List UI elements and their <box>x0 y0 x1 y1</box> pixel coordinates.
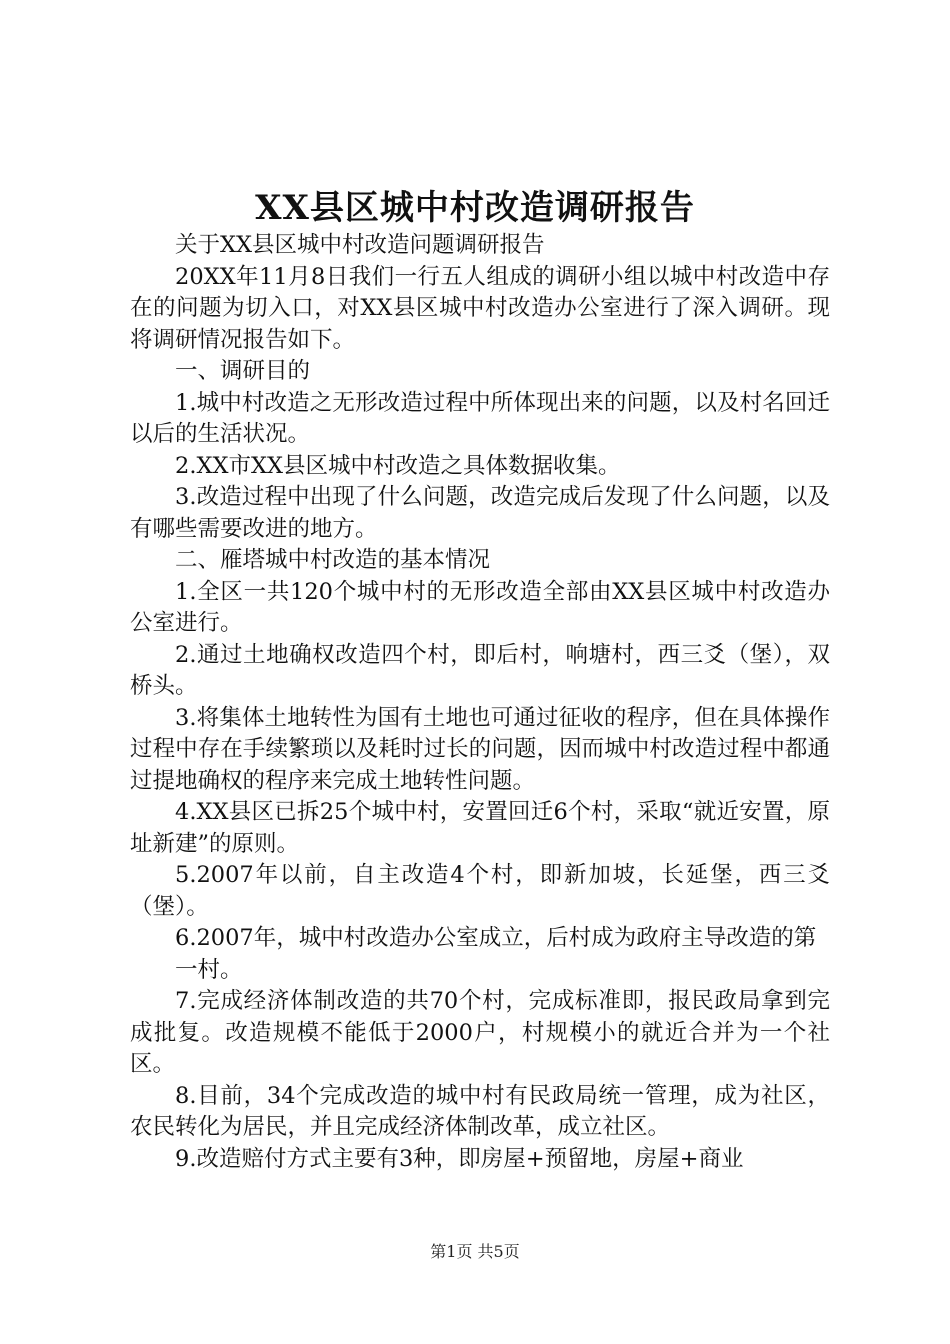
paragraph: 6.2007年，城中村改造办公室成立，后村成为政府主导改造的第 <box>175 925 817 951</box>
paragraph: 一村。 <box>175 956 243 983</box>
section-heading: 二、雁塔城中村改造的基本情况 <box>175 547 491 573</box>
paragraph: 9.改造赔付方式主要有3种，即房屋+预留地，房屋+商业 <box>175 1145 744 1172</box>
paragraph: 3.将集体土地转性为国有土地也可通过征收的程序，但在具体操作过程中存在手续繁琐以及耗时过长的问题，因而城中村改造过程中都通过提地确权的程序来完成土地转性问题。 <box>130 704 830 794</box>
document-title: XX县区城中村改造调研报告 <box>255 188 695 228</box>
document-body <box>130 230 830 1175</box>
paragraph: 20XX年11月8日我们一行五人组成的调研小组以城中村改造中存在的问题为切入口，对XX县区城中村改造办公室进行了深入调研。现将调研情况报告如下。 <box>130 263 830 353</box>
paragraph: 1.城中村改造之无形改造过程中所体现出来的问题，以及村名回迁以后的生活状况。 <box>130 389 830 447</box>
paragraph: 7.完成经济体制改造的共70个村，完成标准即，报民政局拿到完成批复。改造规模不能低于2000户，村规模小的就近合并为一个社区。 <box>130 988 830 1077</box>
paragraph: 5.2007年以前，自主改造4个村，即新加坡，长延堡，西三爻（堡）。 <box>130 862 830 920</box>
paragraph: 2.XX市XX县区城中村改造之具体数据收集。 <box>175 452 621 479</box>
paragraph: 关于XX县区城中村改造问题调研报告 <box>175 232 545 258</box>
page-footer: 第1页 共5页 <box>430 1242 520 1261</box>
paragraph: 3.改造过程中出现了什么问题，改造完成后发现了什么问题，以及有哪些需要改进的地方。 <box>130 484 830 542</box>
paragraph: 4.XX县区已拆25个城中村，安置回迁6个村，采取“就近安置，原址新建”的原则。 <box>130 799 830 857</box>
section-heading: 一、调研目的 <box>175 358 311 384</box>
paragraph: 2.通过土地确权改造四个村，即后村，响塘村，西三爻（堡），双桥头。 <box>130 641 830 699</box>
paragraph: 1.全区一共120个城中村的无形改造全部由XX县区城中村改造办公室进行。 <box>130 578 830 636</box>
paragraph: 8.目前，34个完成改造的城中村有民政局统一管理，成为社区，农民转化为居民，并且完成经济体制改革，成立社区。 <box>130 1082 830 1140</box>
